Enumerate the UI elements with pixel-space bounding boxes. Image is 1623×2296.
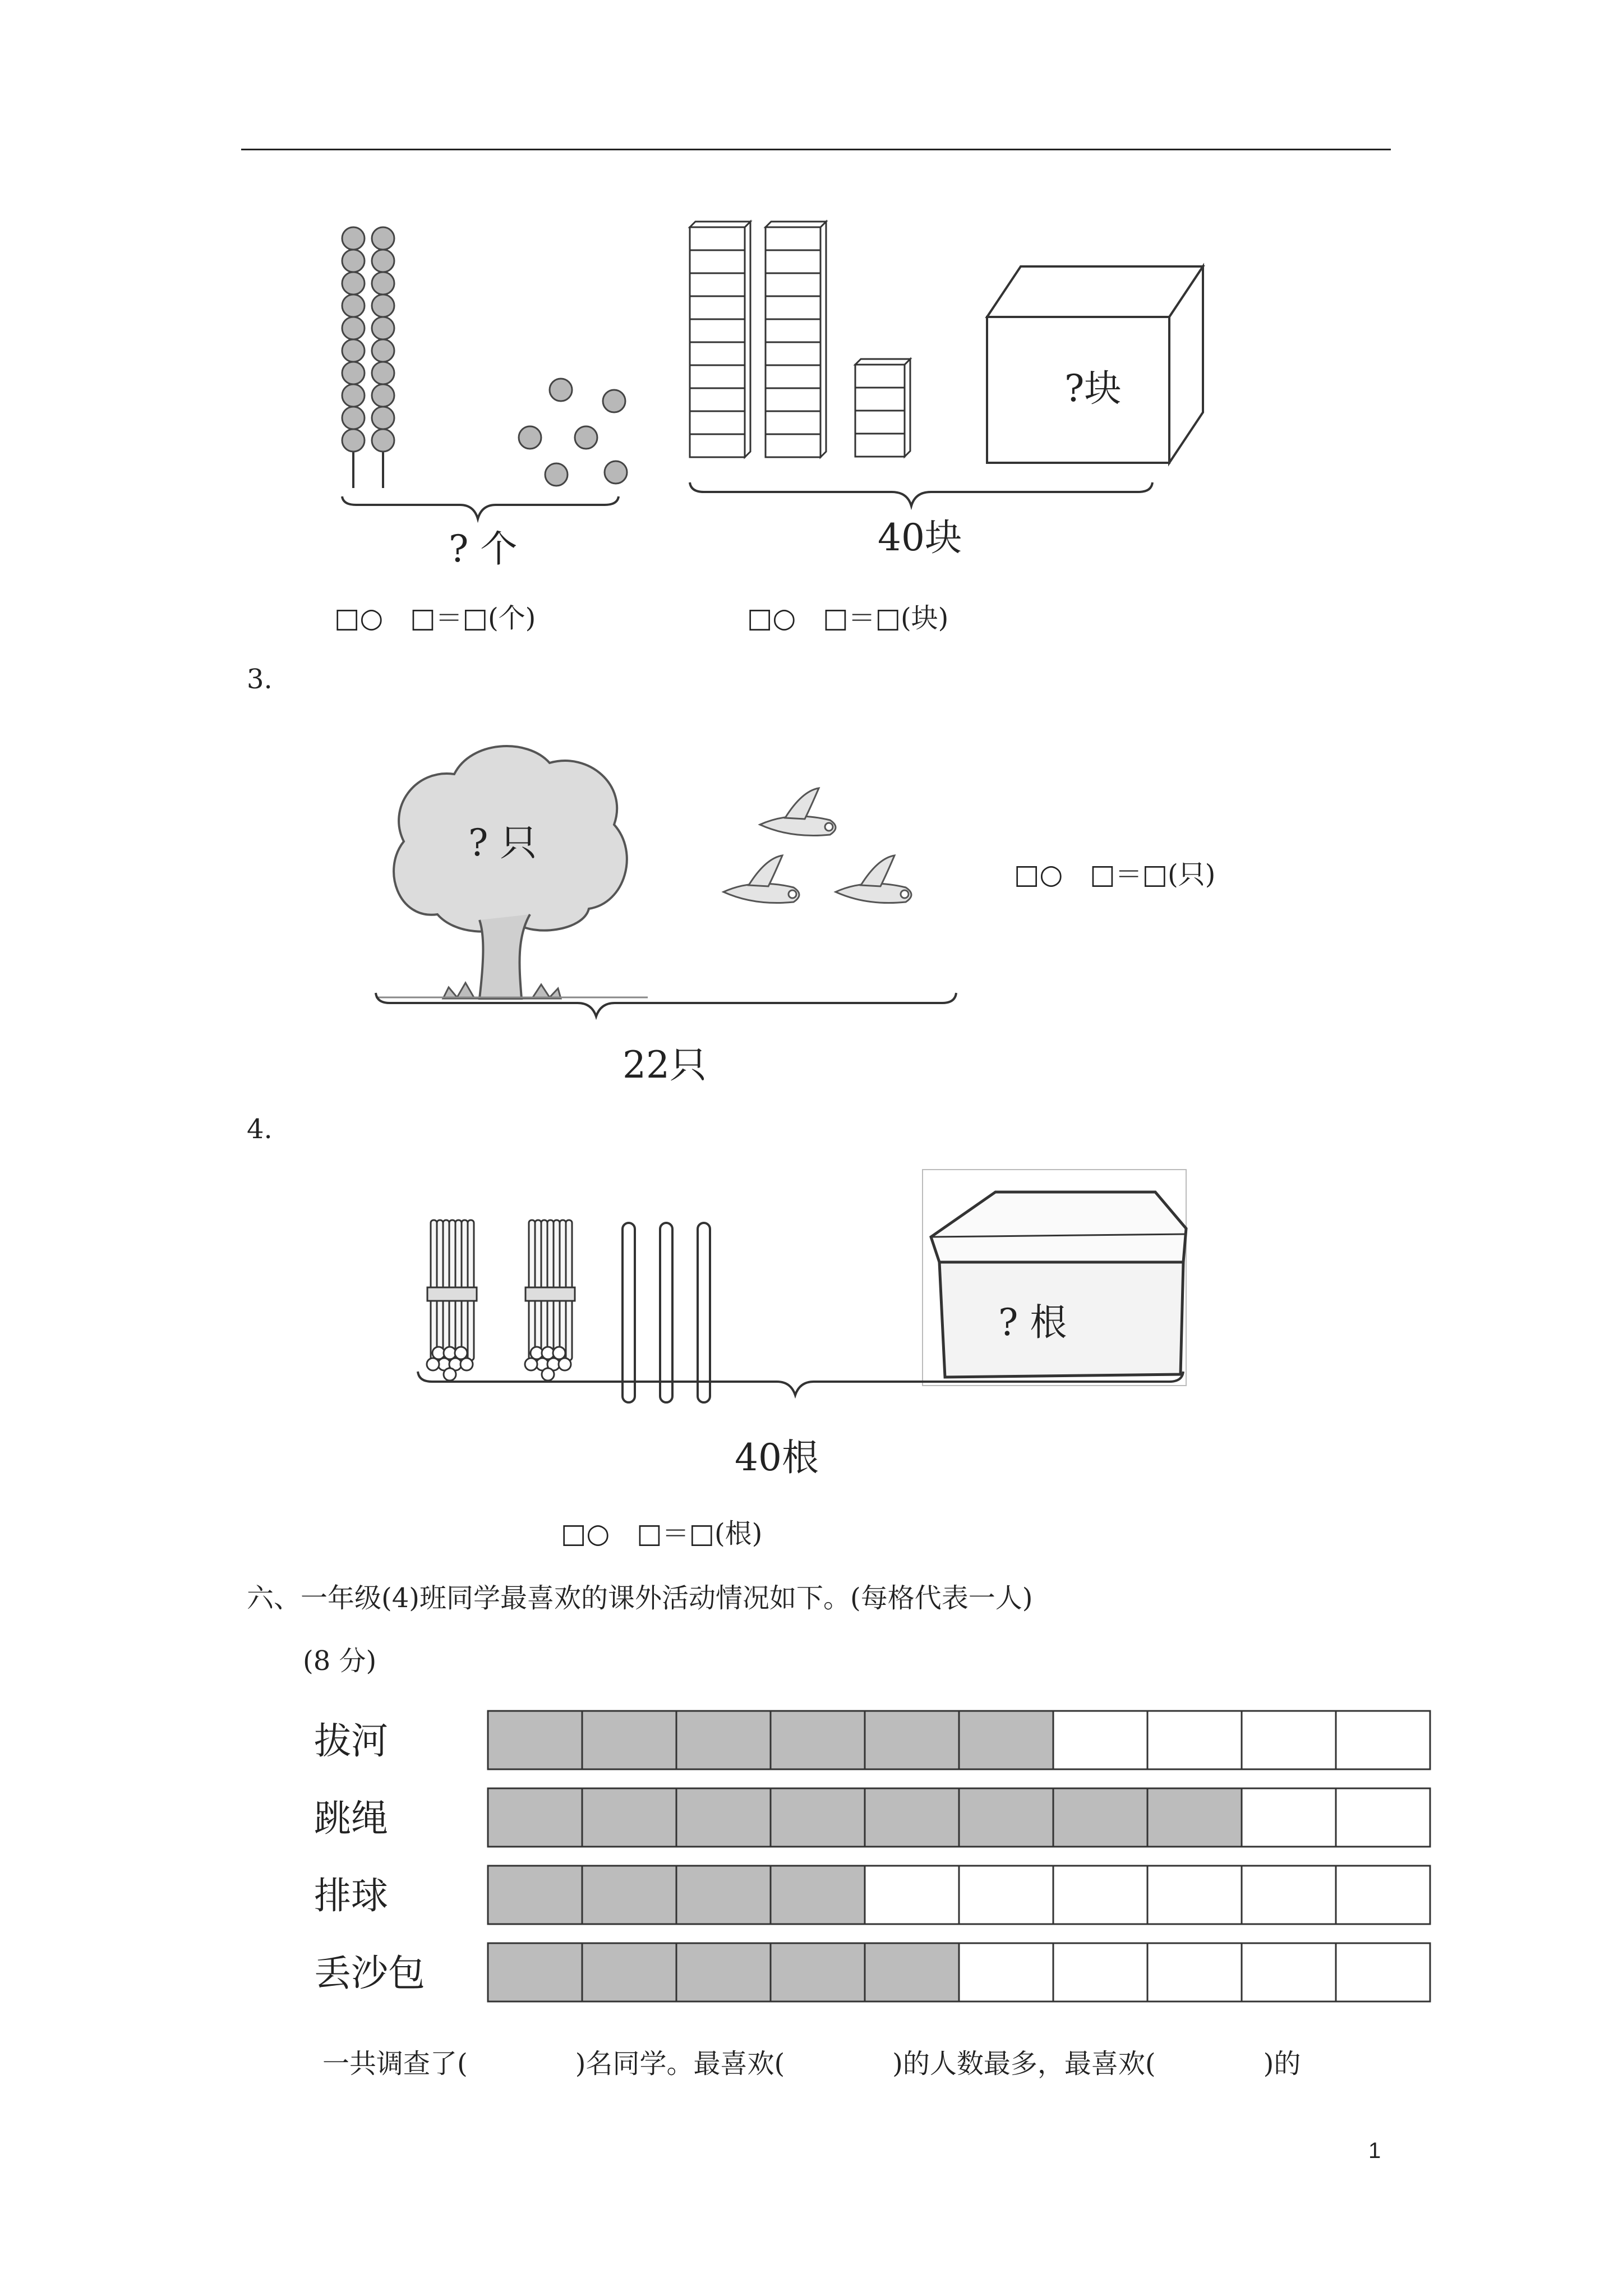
chart-cell-filled	[582, 1788, 676, 1847]
chart-cell-filled	[488, 1943, 582, 2001]
chart-cell-empty	[1147, 1711, 1242, 1769]
chart-cell-filled	[959, 1711, 1053, 1769]
chart-cell-filled	[582, 1943, 676, 2001]
chart-row-label: 丢沙包	[314, 1952, 425, 1995]
chart-cell-filled	[771, 1943, 865, 2001]
section-6-points: (8 分)	[303, 1645, 377, 1677]
chart-cell-empty	[1053, 1943, 1147, 2001]
chart-cell-empty	[1242, 1866, 1336, 1924]
blocks-brace	[690, 482, 1152, 506]
chart-cell-filled	[582, 1866, 676, 1924]
chart-row	[314, 1788, 1430, 1847]
chart-cell-filled	[865, 1711, 959, 1769]
chart-cell-filled	[865, 1788, 959, 1847]
problem-3-number: 3.	[247, 664, 273, 695]
chart-cell-empty	[1336, 1711, 1430, 1769]
chart-cell-filled	[582, 1711, 676, 1769]
chart-cell-empty	[1147, 1866, 1242, 1924]
header-rule	[241, 149, 1391, 150]
chart-cell-filled	[676, 1711, 771, 1769]
chart-row	[314, 1943, 1430, 2001]
activity-chart	[303, 1705, 1447, 1995]
equation-sticks: □○ □＝□(根)	[561, 1518, 763, 1549]
box-illustration	[923, 1170, 1186, 1386]
chart-cell-filled	[676, 1788, 771, 1847]
tree-illustration	[394, 746, 627, 999]
tree-birds-figure	[365, 729, 981, 1032]
chart-cell-empty	[1147, 1943, 1242, 2001]
chart-cell-filled	[488, 1788, 582, 1847]
birds-total-label: 22只	[623, 1043, 707, 1087]
chart-cell-filled	[488, 1711, 582, 1769]
beads-total-label: ? 个	[449, 527, 518, 570]
chart-cell-filled	[1147, 1788, 1242, 1847]
chart-cell-empty	[1336, 1788, 1430, 1847]
loose-beads	[519, 379, 627, 486]
chart-cell-filled	[771, 1788, 865, 1847]
chart-row-label: 拔河	[314, 1719, 388, 1763]
box-label: ? 根	[998, 1301, 1067, 1344]
chart-cell-empty	[959, 1866, 1053, 1924]
big-cube-label: ?块	[1064, 367, 1122, 410]
chart-cell-filled	[771, 1866, 865, 1924]
bird-icons	[723, 788, 911, 903]
section-6-heading: 六、一年级(4)班同学最喜欢的课外活动情况如下。(每格代表一人)	[247, 1582, 1033, 1614]
blocks-total-label: 40块	[878, 516, 962, 559]
chart-cell-empty	[1242, 1943, 1336, 2001]
chart-cell-filled	[771, 1711, 865, 1769]
chart-row-label: 跳绳	[314, 1797, 388, 1840]
beads-figure	[314, 213, 651, 572]
chart-cell-empty	[1242, 1788, 1336, 1847]
chart-cell-empty	[865, 1866, 959, 1924]
chart-cell-filled	[1053, 1788, 1147, 1847]
chart-cell-empty	[1053, 1711, 1147, 1769]
chart-cell-filled	[959, 1788, 1053, 1847]
chart-row	[314, 1866, 1430, 1924]
chart-cell-empty	[1053, 1866, 1147, 1924]
equation-blocks: □○ □＝□(块)	[747, 602, 949, 634]
chart-row-label: 排球	[314, 1874, 388, 1917]
chart-cell-filled	[865, 1943, 959, 2001]
chart-cell-filled	[488, 1866, 582, 1924]
equation-birds: □○ □＝□(只)	[1014, 859, 1216, 890]
chart-cell-empty	[959, 1943, 1053, 2001]
sticks-total-label: 40根	[735, 1436, 819, 1479]
chart-cell-empty	[1336, 1943, 1430, 2001]
tree-label: ? 只	[468, 821, 537, 864]
chart-cell-empty	[1336, 1866, 1430, 1924]
section-6-question: 一共调查了( )名同学。最喜欢( )的人数最多，最喜欢( )的	[322, 2048, 1301, 2079]
big-cube	[987, 266, 1203, 463]
equation-beads: □○ □＝□(个)	[334, 602, 536, 634]
sticks-figure	[404, 1167, 1245, 1458]
single-sticks	[623, 1223, 710, 1402]
chart-row	[314, 1711, 1430, 1769]
chart-cell-filled	[676, 1866, 771, 1924]
chart-cell-empty	[1242, 1711, 1336, 1769]
problem-4-number: 4.	[247, 1114, 273, 1145]
chart-cell-filled	[676, 1943, 771, 2001]
page-number: 1	[1368, 2138, 1381, 2163]
beads-brace	[342, 496, 619, 519]
